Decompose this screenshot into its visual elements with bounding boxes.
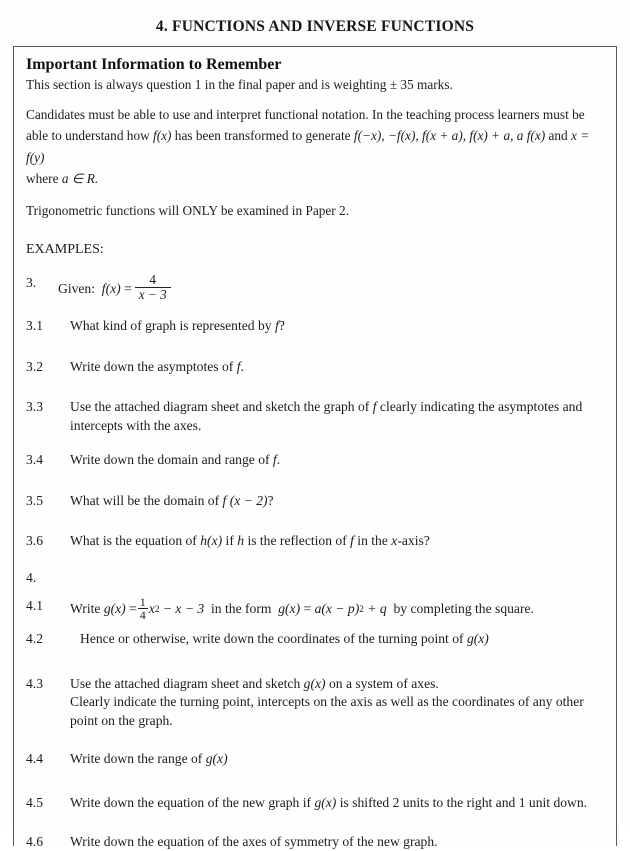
item-text (70, 794, 608, 812)
question-3-given (58, 274, 608, 303)
question-3-number: 3. (26, 275, 37, 291)
item-text-mid-2: is the reflection of (244, 533, 351, 549)
question-item-4-4 (26, 750, 608, 768)
item-math: f (274, 318, 279, 334)
item-number: 3.1 (26, 318, 43, 334)
info-paragraph-2-line1: Candidates must be able to use and interpret functional notation. In the teaching process learners must be (26, 106, 585, 122)
item-text (70, 532, 608, 550)
item-text-before: What will be the domain of (70, 492, 223, 508)
g-of-x: g(x) (103, 601, 126, 617)
item-text-before: Write down the asymptotes of (70, 358, 237, 374)
item-number: 3.4 (26, 452, 43, 468)
a-in-reals: a ∈ R. (61, 171, 99, 187)
item-text-before: Write down the range of (70, 751, 206, 766)
item-text (70, 358, 608, 376)
item-text-before: Write down the equation of the new graph if (70, 795, 315, 811)
item-number: 4.6 (26, 833, 43, 849)
fraction-numerator: 1 (139, 595, 146, 610)
equals-sign: = (129, 601, 137, 617)
question-item-3-6 (26, 532, 608, 550)
item-text-after: clearly indicating the asymptotes and intercepts with the axes. (70, 399, 583, 433)
item-math: f (272, 452, 277, 468)
item-math: g(x) (205, 751, 228, 766)
quadratic-rest: − x − 3 (162, 601, 205, 617)
info-paragraph-3: Trigonometric functions will ONLY be examined in Paper 2. (26, 202, 350, 218)
item-text-before: What is the equation of (70, 533, 201, 549)
equals-sign: = (124, 280, 132, 296)
item-math-3: f (350, 533, 354, 549)
item-text-after: on a system of axes. (325, 675, 439, 691)
info-paragraph-2 (26, 104, 608, 190)
item-text-after: ? (278, 318, 285, 334)
content-box (13, 46, 617, 849)
info-paragraph-2-line2-prefix: able to understand how (26, 128, 154, 144)
question-item-4-5 (26, 794, 608, 812)
item-math: g(x) (303, 675, 326, 691)
fraction-denominator: 4 (139, 608, 146, 623)
completing-square-tail: by completing the square. (393, 601, 534, 617)
item-text-before: Use the attached diagram sheet and sketch (70, 675, 304, 691)
info-paragraph-2-and: and (545, 128, 572, 144)
spacer (26, 228, 608, 236)
question-item-4-3 (26, 675, 608, 730)
item-text-before: What kind of graph is represented by (70, 318, 275, 334)
spacer (26, 258, 608, 274)
item-text (70, 451, 608, 469)
item-text (70, 317, 608, 335)
item-text-after: . (276, 452, 281, 468)
item-math-4: x (391, 533, 398, 549)
question-item-3-1 (26, 317, 608, 335)
item-math-2: h (237, 533, 245, 549)
item-text-mid-3: in the (353, 533, 392, 549)
fx-notation: f(x) (153, 128, 172, 144)
question-item-4-2 (26, 630, 608, 648)
item-math: f (236, 358, 241, 374)
info-paragraph-2-line3-prefix: where (26, 171, 62, 187)
item-math: g(x) (466, 631, 489, 647)
question-3-stem (26, 274, 608, 303)
question-4-stem (26, 569, 608, 587)
question-item-3-5 (26, 492, 608, 510)
content-box-inner (14, 47, 618, 851)
item-number: 4.1 (26, 598, 43, 614)
question-4-number: 4. (26, 569, 37, 585)
item-text-before: Use the attached diagram sheet and sketch the graph of (70, 399, 373, 415)
item-text (70, 492, 608, 510)
item-text-before: Write down the domain and range of (70, 452, 273, 468)
in-the-form-label: in the form (211, 601, 272, 617)
page-title: 4. FUNCTIONS AND INVERSE FUNCTIONS (155, 18, 475, 35)
function-f-of-x: f(x) (101, 280, 121, 296)
fraction-4-over-x-minus-3 (135, 273, 171, 302)
item-number: 3.2 (26, 358, 43, 374)
item-text (70, 597, 608, 622)
item-text-after: is shifted 2 units to the right and 1 unit down. (336, 795, 588, 811)
important-information-heading: Important Information to Remember (26, 56, 282, 73)
item-number: 3.3 (26, 399, 43, 415)
item-math: f (372, 399, 377, 415)
item-text-line2: Clearly indicate the turning point, intercepts on the axis as well as the coordinates of any other point on the graph. (70, 694, 584, 728)
item-number: 4.4 (26, 751, 43, 766)
item-math: f (x − 2) (222, 492, 268, 508)
question-item-4-6 (26, 833, 608, 851)
spacer (26, 190, 608, 202)
exponent-2: 2 (154, 604, 160, 615)
item-text (70, 675, 608, 730)
question-item-4-1 (26, 597, 608, 622)
question-item-3-4 (26, 451, 608, 469)
item-number: 4.5 (26, 795, 43, 811)
fraction-numerator: 4 (149, 272, 157, 288)
write-label: Write (70, 601, 101, 617)
form-rhs: a(x − p) (314, 601, 360, 617)
inverse-notation: x = f(y) (26, 128, 590, 165)
item-text-after: -axis? (397, 533, 430, 549)
item-number: 4.2 (26, 631, 43, 647)
item-text (70, 750, 608, 768)
given-label: Given: (58, 280, 95, 296)
item-text-after: . (240, 358, 244, 374)
item-text-mid: if (222, 533, 238, 549)
item-math: g(x) (314, 795, 337, 811)
fraction-denominator: x − 3 (135, 287, 171, 302)
item-text-after: ? (267, 492, 274, 508)
x-variable: x (148, 601, 155, 617)
item-number: 3.5 (26, 492, 43, 508)
exponent-2: 2 (359, 604, 364, 615)
item-number: 3.6 (26, 533, 43, 549)
question-item-3-2 (26, 358, 608, 376)
form-lhs: g(x) (278, 601, 301, 617)
info-paragraph-1: This section is always question 1 in the final paper and is weighting ± 35 marks. (26, 77, 453, 92)
fraction-one-quarter (138, 596, 148, 621)
transform-list: f(−x), −f(x), f(x + a), f(x) + a, a f(x) (353, 128, 546, 144)
item-text (70, 398, 608, 435)
form-plus-q: + q (367, 601, 387, 617)
item-number: 4.3 (26, 675, 43, 691)
item-text (70, 630, 608, 648)
spacer (26, 96, 608, 104)
info-paragraph-2-line2-mid: has been transformed to generate (171, 128, 354, 144)
item-text-before: Write down the equation of the axes of symmetry of the new graph. (70, 833, 438, 849)
item-math: h(x) (200, 533, 223, 549)
item-text-before: Hence or otherwise, write down the coordinates of the turning point of (80, 631, 467, 647)
question-item-3-3 (26, 398, 608, 435)
form-equals: = (303, 601, 312, 617)
examples-label: EXAMPLES: (26, 242, 104, 258)
item-text (70, 833, 608, 851)
